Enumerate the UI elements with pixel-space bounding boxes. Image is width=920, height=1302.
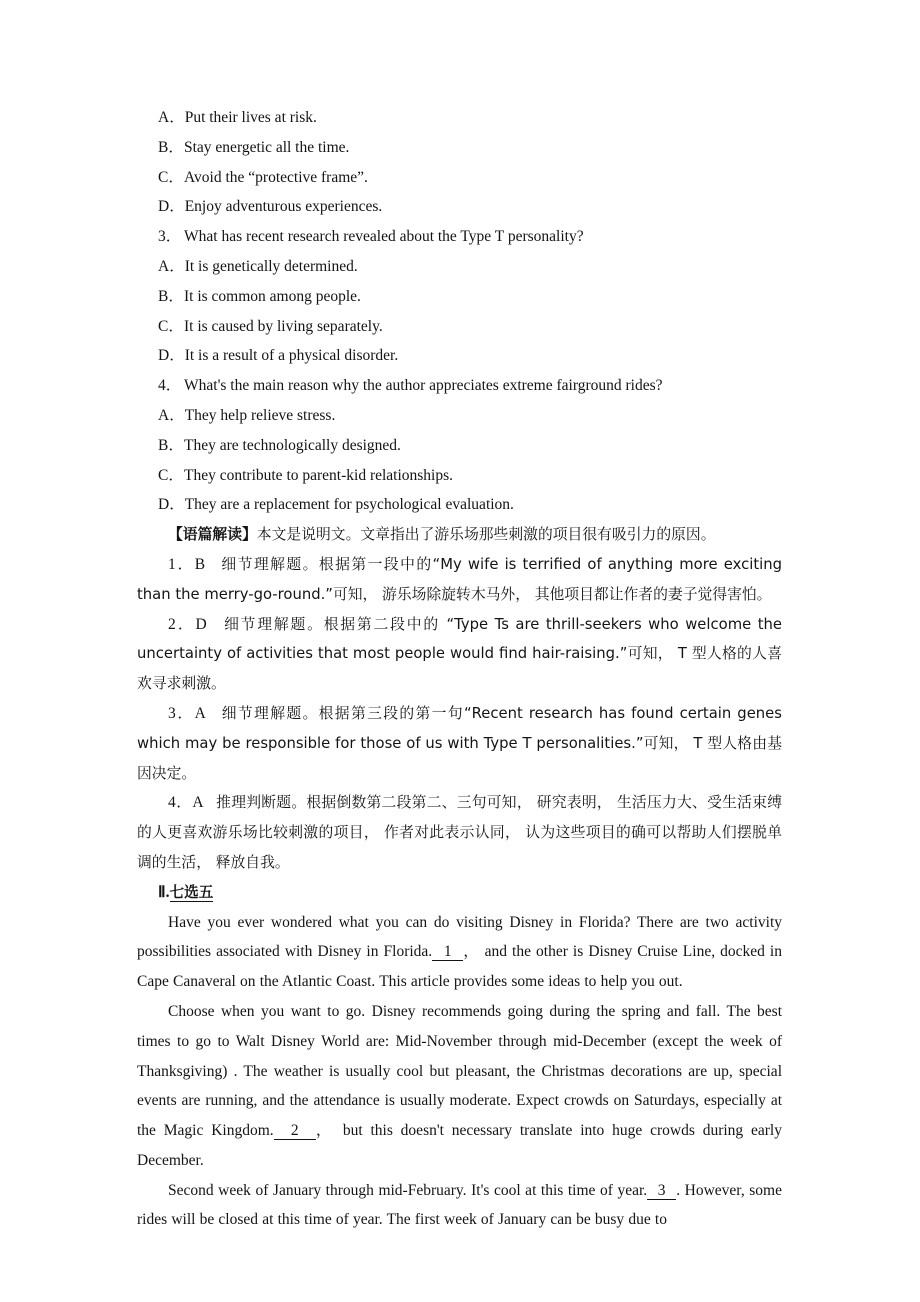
option-text: Enjoy adventurous experiences. (184, 198, 383, 216)
option-text: They help relieve stress. (184, 406, 336, 424)
question-text: What has recent research revealed about the Type T personality? (184, 228, 584, 246)
option-text: They contribute to parent-kid relationships. (184, 466, 454, 484)
explanation-body: 根据第三段的第一句“Recent research has found certain genes which may be responsible for those of us with Type T personalities.”可知， T 型人格由基因决定。 (137, 704, 782, 782)
option-text: It is common among people. (184, 287, 361, 305)
option-marker: A． (158, 109, 185, 126)
option-marker: D． (158, 198, 185, 216)
explanation-item (137, 788, 782, 877)
option-marker: A． (158, 406, 185, 424)
answer-blank[interactable]: 3 (648, 1181, 675, 1199)
option-row (137, 192, 782, 222)
question-number: 3． (158, 228, 182, 246)
question-number: 4． (158, 377, 182, 395)
explanation-type: 细节理解题。 (221, 555, 319, 573)
explanation-body: 根据第一段中的“My wife is terrified of anything more exciting than the merry-go-round.”可知， 游乐场除旋转木马外， 其他项目都让作者的妻子觉得害怕。 (137, 555, 783, 603)
section-numeral: Ⅱ. (158, 883, 170, 901)
passage-text: Choose when you want to go. Disney recommends going during the spring and fall. The best times to go to Walt Disney World are: Mid-November through mid-December (except the week of Thanksgiving) . The weather is usually cool but pleasant, the Christmas decorations are up, special events are running, and the attendance is usually moderate. Expect crowds on Saturdays, especially at the Magic Kingdom. (137, 1002, 782, 1140)
passage-paragraph (137, 908, 782, 997)
explanation-number: 1．B (168, 555, 206, 573)
option-marker: C． (158, 168, 184, 186)
option-row (137, 252, 782, 282)
option-marker: D． (158, 496, 185, 514)
option-row (137, 431, 782, 461)
passage-text: ， but this doesn't necessary translate into huge crowds during early December. (137, 1122, 782, 1169)
section-heading-two (137, 878, 782, 908)
passage-text: ， and the other is Disney Cruise Line, docked in Cape Canaveral on the Atlantic Coast. This article provides some ideas to help you out. (137, 943, 782, 991)
explanation-body: 根据倒数第二段第二、三句可知， 研究表明， 生活压力大、受生活束缚的人更喜欢游乐场比较刺激的项目， 作者对此表示认同， 认为这些项目的确可以帮助人们摆脱单调的生活， 释放自我。 (137, 794, 782, 871)
option-marker: A． (158, 257, 185, 275)
option-text: Put their lives at risk. (184, 109, 317, 126)
explanation-number: 2．D (168, 615, 207, 633)
option-marker: C． (158, 317, 184, 335)
option-text: Avoid the “protective frame”. (184, 168, 368, 186)
option-row (137, 490, 782, 520)
passage-analysis-label: 【语篇解读】 (168, 526, 257, 544)
option-marker: B． (158, 138, 184, 156)
explanation-type: 推理判断题。 (216, 794, 307, 812)
option-text: It is genetically determined. (184, 257, 358, 275)
question-stem (137, 222, 782, 252)
passage-analysis-text: 本文是说明文。文章指出了游乐场那些刺激的项目很有吸引力的原因。 (256, 526, 716, 544)
passage-text: Have you ever wondered what you can do visiting Disney in Florida? There are two activity possibilities associated with Disney in Florida. (137, 913, 782, 961)
explanation-item (137, 550, 782, 610)
option-row (137, 163, 782, 193)
answer-blank[interactable]: 2 (275, 1122, 315, 1140)
question-stem (137, 371, 782, 401)
explanation-body: 根据第二段中的 “Type Ts are thrill-seekers who welcome the uncertainty of activities that most people would find hair-raising.”可知， T 型人格的人喜欢寻求刺激。 (137, 615, 783, 693)
explanation-item (137, 610, 782, 699)
option-text: They are a replacement for psychological evaluation. (184, 496, 514, 514)
section-title: 七选五 (169, 883, 214, 901)
question-text: What's the main reason why the author appreciates extreme fairground rides? (184, 377, 663, 395)
option-text: It is a result of a physical disorder. (184, 347, 399, 365)
option-text: They are technologically designed. (184, 436, 401, 454)
option-row (137, 341, 782, 371)
option-row (137, 282, 782, 312)
answer-blank[interactable]: 1 (433, 943, 462, 961)
option-row (137, 312, 782, 342)
option-text: It is caused by living separately. (184, 317, 383, 335)
option-marker: B． (158, 436, 184, 454)
explanation-type: 细节理解题。 (224, 615, 324, 633)
option-text: Stay energetic all the time. (184, 138, 350, 156)
page-content (137, 103, 782, 1235)
option-row (137, 103, 782, 133)
option-marker: D． (158, 347, 185, 365)
passage-text: . However, some rides will be closed at this time of year. The first week of January can be busy due to (137, 1181, 782, 1229)
explanation-type: 细节理解题。 (221, 704, 319, 722)
passage-paragraph (137, 1176, 782, 1236)
passage-analysis-header (137, 520, 782, 550)
option-row (137, 461, 782, 491)
option-row (137, 401, 782, 431)
option-marker: C． (158, 466, 184, 484)
option-row (137, 133, 782, 163)
passage-text: Second week of January through mid-February. It's cool at this time of year. (168, 1181, 648, 1199)
option-marker: B． (158, 287, 184, 305)
explanation-number: 3．A (168, 704, 207, 722)
explanation-item (137, 699, 782, 788)
explanation-number: 4．A (168, 794, 204, 812)
passage-paragraph (137, 997, 782, 1176)
